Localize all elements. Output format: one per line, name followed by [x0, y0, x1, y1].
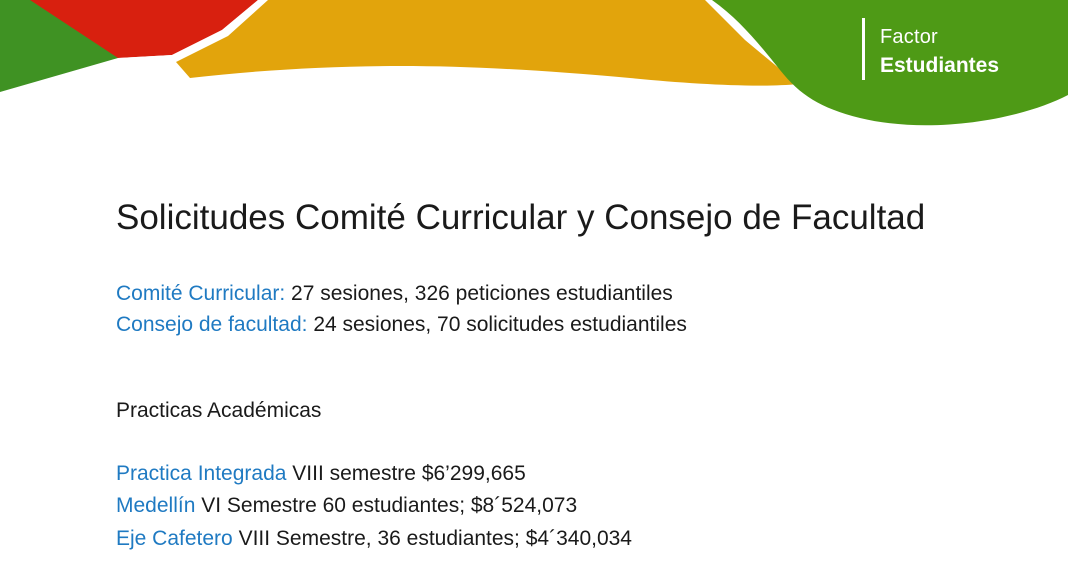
- slide-title: Solicitudes Comité Curricular y Consejo de Facultad: [116, 198, 926, 237]
- yellow-wave: [176, 0, 798, 86]
- committee-label: Comité Curricular:: [116, 282, 286, 305]
- practice-text: VIII Semestre, 36 estudiantes; $4´340,034: [238, 527, 632, 550]
- logo-line2: Estudiantes: [880, 54, 1000, 77]
- practices-heading: Practicas Académicas: [116, 399, 322, 422]
- practice-text: VI Semestre 60 estudiantes; $8´524,073: [201, 494, 578, 517]
- practice-item-eje-cafetero: [116, 527, 632, 551]
- practice-item-integrada: [116, 462, 526, 486]
- council-line: [116, 313, 687, 337]
- practice-item-medellin: [116, 494, 577, 518]
- practice-label: Eje Cafetero: [116, 527, 233, 550]
- practice-text: VIII semestre $6’299,665: [292, 462, 526, 485]
- committee-line: [116, 282, 673, 306]
- practice-label: Medellín: [116, 494, 196, 517]
- logo-line1: Factor: [880, 26, 938, 48]
- factor-estudiantes-logo: [862, 18, 1042, 82]
- committee-text: 27 sesiones, 326 peticiones estudiantiles: [291, 282, 673, 305]
- council-label: Consejo de facultad:: [116, 313, 308, 336]
- practice-label: Practica Integrada: [116, 462, 287, 485]
- council-text: 24 sesiones, 70 solicitudes estudiantiles: [313, 313, 687, 336]
- logo-divider: [862, 18, 865, 80]
